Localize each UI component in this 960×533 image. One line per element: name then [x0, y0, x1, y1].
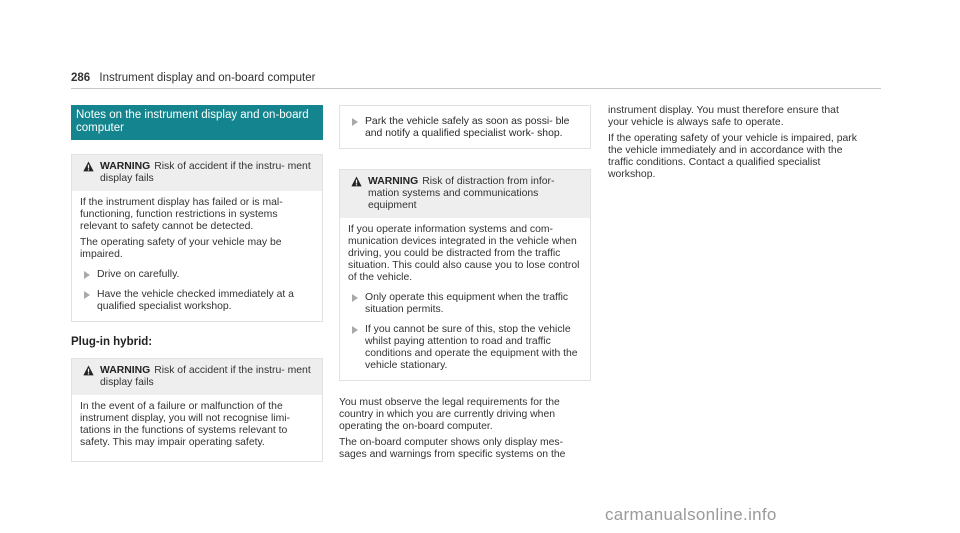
action-text: If you cannot be sure of this, stop the vehicle whilst paying attention to road and traffic conditions and operate the equipment with the vehicle stationary.	[365, 324, 578, 371]
warning-triangle-icon	[83, 365, 94, 376]
body-text	[339, 397, 591, 461]
column-1	[71, 105, 323, 462]
action-item	[348, 292, 582, 316]
warning-header	[340, 170, 590, 218]
warning-box-3	[339, 169, 591, 381]
action-text: Have the vehicle checked immediately at a qualified specialist workshop.	[97, 289, 294, 312]
action-text: Only operate this equipment when the traffic situation permits.	[365, 292, 569, 315]
column-2	[339, 105, 591, 465]
continued-action-box	[339, 105, 591, 149]
watermark: carmanualsonline.info	[605, 505, 777, 524]
warning-triangle-icon	[351, 176, 362, 187]
action-arrow-icon	[84, 271, 90, 279]
header-divider	[71, 88, 881, 89]
paragraph: If the operating safety of your vehicle is impaired, park the vehicle immediately and in accordance with the traffic conditions. Contact a qualified specialist workshop.	[608, 133, 857, 180]
warning-body	[72, 395, 322, 461]
paragraph: instrument display. You must therefore ensure that your vehicle is always safe to operate.	[608, 105, 839, 128]
warning-triangle-icon	[83, 161, 94, 172]
warning-body	[340, 218, 590, 380]
page-number: 286	[71, 72, 91, 84]
warning-word: WARNING	[100, 161, 151, 172]
page-header-title: Instrument display and on-board computer	[99, 72, 316, 84]
action-arrow-icon	[352, 326, 358, 334]
warning-word: WARNING	[100, 365, 151, 376]
warning-head-text: Risk of accident if the instru- ment display fails	[100, 161, 311, 184]
warning-header	[72, 359, 322, 395]
action-text: Park the vehicle safely as soon as possi- ble and notify a qualified specialist work- shop.	[365, 116, 570, 139]
action-item	[348, 116, 582, 140]
action-text: Drive on carefully.	[97, 269, 180, 280]
plug-in-hybrid-heading: Plug-in hybrid:	[71, 336, 153, 348]
warning-box-1	[71, 154, 323, 322]
column-3	[608, 105, 860, 185]
warning-word: WARNING	[368, 176, 419, 187]
action-item	[80, 269, 314, 281]
action-item	[348, 324, 582, 372]
section-title: Notes on the instrument display and on-board computer	[71, 105, 323, 140]
action-arrow-icon	[84, 291, 90, 299]
page-header	[71, 72, 315, 84]
action-arrow-icon	[352, 118, 358, 126]
warning-paragraph: If the instrument display has failed or is mal- functioning, function restrictions in systems relevant to safety cannot be detected.	[80, 197, 283, 232]
warning-head-text: Risk of distraction from infor- mation systems and communications equipment	[368, 176, 555, 211]
warning-body	[72, 191, 322, 321]
warning-paragraph: The operating safety of your vehicle may be impaired.	[80, 237, 282, 260]
warning-header	[72, 155, 322, 191]
paragraph: The on-board computer shows only display mes- sages and warnings from specific systems on the	[339, 437, 566, 460]
paragraph: You must observe the legal requirements for the country in which you are currently driving when operating the on-board computer.	[339, 397, 560, 432]
action-arrow-icon	[352, 294, 358, 302]
warning-box-2	[71, 358, 323, 462]
action-item	[80, 289, 314, 313]
warning-paragraph: In the event of a failure or malfunction of the instrument display, you will not recognise limi- tations in the functions of systems relevant to safety. This may impair operating safety.	[80, 401, 291, 448]
warning-head-text: Risk of accident if the instru- ment display fails	[100, 365, 311, 388]
warning-paragraph: If you operate information systems and com- munication devices integrated in the vehicle when driving, you could be distracted from the traffic situation. This could also cause you to lose control of the vehicle.	[348, 224, 580, 283]
